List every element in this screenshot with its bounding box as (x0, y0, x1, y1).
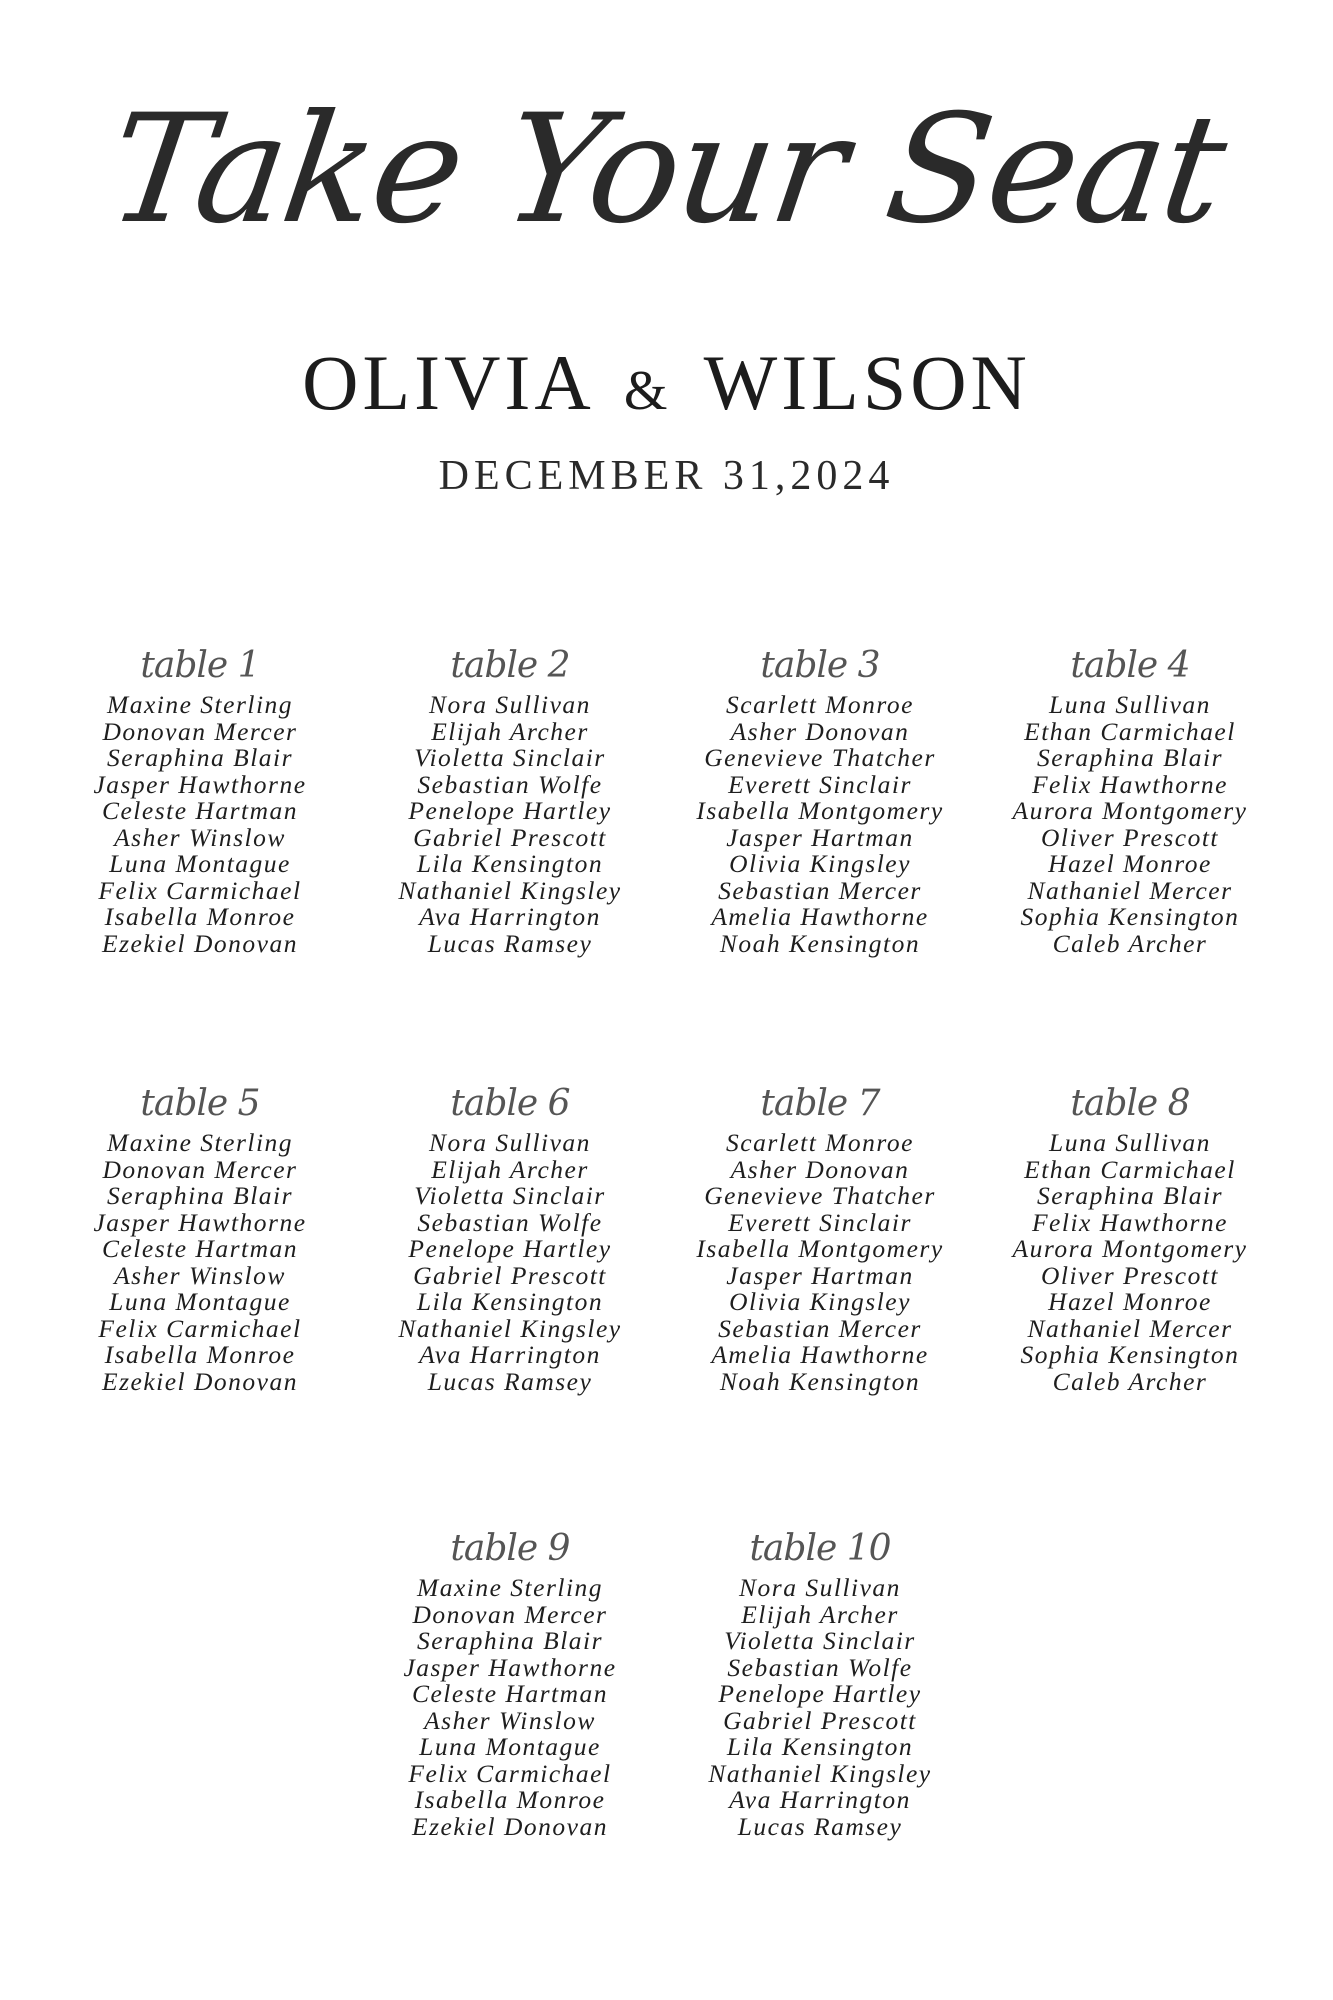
guest-name: Luna Montague (419, 1732, 601, 1761)
guest-name: Seraphina Blair (416, 1626, 604, 1655)
guest-name: Felix Carmichael (98, 1313, 302, 1343)
guest-name: Luna Montague (109, 849, 291, 878)
table-block (660, 640, 980, 957)
event-date: DECEMBER 31,2024 (438, 453, 895, 499)
guest-name: Gabriel Prescott (413, 1260, 607, 1290)
guest-name: Asher Winslow (114, 822, 286, 852)
guest-name: Nathaniel Kingsley (708, 1758, 932, 1788)
guest-name: Celeste Hartman (101, 796, 299, 825)
guest-name: Donovan Mercer (412, 1599, 608, 1629)
guest-name: Isabella Monroe (104, 902, 296, 931)
guest-name: Seraphina Blair (106, 1181, 294, 1210)
guest-name: Jasper Hartman (726, 822, 914, 852)
table-title: table 9 (450, 1528, 570, 1569)
guest-name: Ethan Carmichael (1024, 716, 1236, 746)
guest-name: Maxine Sterling (416, 1573, 604, 1602)
guest-name: Violetta Sinclair (414, 1181, 606, 1210)
guest-name: Jasper Hawthorne (93, 769, 307, 799)
guest-name: Nathaniel Kingsley (398, 875, 622, 905)
guest-name: Nora Sullivan (429, 1128, 591, 1157)
guest-name: Seraphina Blair (106, 743, 294, 772)
guest-name: Luna Montague (109, 1287, 291, 1316)
guest-name: Oliver Prescott (1040, 1260, 1220, 1290)
guest-name: Violetta Sinclair (724, 1626, 916, 1655)
guest-name: Lucas Ramsey (427, 928, 593, 958)
couple-names (0, 338, 1333, 428)
guest-name: Ezekiel Donovan (102, 1366, 298, 1396)
guest-name: Caleb Archer (1052, 1366, 1208, 1396)
table-block (660, 1078, 980, 1395)
guest-name: Elijah Archer (741, 1599, 899, 1629)
guest-name: Sebastian Mercer (718, 875, 922, 905)
ampersand: & (623, 360, 672, 422)
guest-name: Hazel Monroe (1048, 1287, 1212, 1316)
guest-name: Gabriel Prescott (723, 1705, 917, 1735)
guest-name: Seraphina Blair (1036, 743, 1224, 772)
guest-name: Isabella Montgomery (696, 796, 944, 825)
guest-name: Lucas Ramsey (737, 1811, 903, 1841)
guest-name: Sophia Kensington (1020, 902, 1240, 931)
guest-name: Sebastian Mercer (718, 1313, 922, 1343)
guest-name: Aurora Montgomery (1012, 796, 1248, 825)
guest-name: Nathaniel Mercer (1027, 1313, 1233, 1343)
table-title: table 2 (450, 645, 570, 686)
guest-name: Isabella Monroe (414, 1785, 606, 1814)
table-title: table 1 (140, 645, 260, 686)
guest-name: Donovan Mercer (102, 716, 298, 746)
guest-name: Felix Hawthorne (1031, 1207, 1228, 1237)
guest-name: Nathaniel Kingsley (398, 1313, 622, 1343)
first-name: OLIVIA (302, 339, 591, 426)
guest-name: Lucas Ramsey (427, 1366, 593, 1396)
guest-name: Jasper Hawthorne (93, 1207, 307, 1237)
guest-name: Donovan Mercer (102, 1154, 298, 1184)
headline: Take Your Seat (98, 83, 1235, 257)
table-title: table 5 (140, 1083, 260, 1124)
guest-name: Jasper Hawthorne (403, 1652, 617, 1682)
guest-name: Penelope Hartley (408, 796, 612, 825)
guest-name: Asher Donovan (730, 716, 910, 746)
table-title: table 8 (1070, 1083, 1190, 1124)
guest-name: Luna Sullivan (1049, 690, 1211, 719)
guest-name: Genevieve Thatcher (704, 743, 936, 772)
guest-name: Gabriel Prescott (413, 822, 607, 852)
guest-name: Hazel Monroe (1048, 849, 1212, 878)
guest-name: Everett Sinclair (728, 769, 912, 799)
guest-name: Scarlett Monroe (726, 1128, 914, 1157)
guest-name: Amelia Hawthorne (711, 902, 929, 931)
guest-name: Nathaniel Mercer (1027, 875, 1233, 905)
guest-name: Lila Kensington (416, 1287, 604, 1316)
guest-name: Asher Winslow (114, 1260, 286, 1290)
guest-name: Elijah Archer (431, 716, 589, 746)
guest-name: Sebastian Wolfe (417, 769, 603, 799)
guest-name: Nora Sullivan (429, 690, 591, 719)
guest-name: Violetta Sinclair (414, 743, 606, 772)
guest-name: Noah Kensington (719, 928, 921, 958)
guest-name: Luna Sullivan (1049, 1128, 1211, 1157)
guest-name: Everett Sinclair (728, 1207, 912, 1237)
guest-name: Ava Harrington (419, 902, 601, 931)
guest-name: Felix Hawthorne (1031, 769, 1228, 799)
guest-name: Oliver Prescott (1040, 822, 1220, 852)
guest-name: Felix Carmichael (408, 1758, 612, 1788)
table-block (970, 1078, 1290, 1395)
guest-name: Scarlett Monroe (726, 690, 914, 719)
guest-name: Ethan Carmichael (1024, 1154, 1236, 1184)
guest-name: Penelope Hartley (408, 1234, 612, 1263)
guest-name: Felix Carmichael (98, 875, 302, 905)
guest-name: Maxine Sterling (106, 690, 294, 719)
guest-name: Caleb Archer (1052, 928, 1208, 958)
guest-name: Jasper Hartman (726, 1260, 914, 1290)
guest-name: Olivia Kingsley (729, 849, 911, 878)
guest-name: Olivia Kingsley (729, 1287, 911, 1316)
guest-name: Noah Kensington (719, 1366, 921, 1396)
table-block (40, 640, 360, 957)
guest-name: Ava Harrington (419, 1340, 601, 1369)
table-title: table 7 (760, 1083, 880, 1124)
guest-name: Ezekiel Donovan (412, 1811, 608, 1841)
guest-name: Lila Kensington (416, 849, 604, 878)
table-block (350, 1078, 670, 1395)
guest-name: Isabella Monroe (104, 1340, 296, 1369)
guest-name: Asher Donovan (730, 1154, 910, 1184)
table-title: table 10 (749, 1528, 891, 1569)
guest-name: Celeste Hartman (101, 1234, 299, 1263)
table-block (350, 1523, 670, 1840)
table-title: table 6 (450, 1083, 570, 1124)
table-title: table 4 (1070, 645, 1190, 686)
table-block (970, 640, 1290, 957)
table-block (350, 640, 670, 957)
guest-name: Isabella Montgomery (696, 1234, 944, 1263)
table-block (660, 1523, 980, 1840)
guest-name: Elijah Archer (431, 1154, 589, 1184)
table-title: table 3 (760, 645, 880, 686)
guest-name: Ezekiel Donovan (102, 928, 298, 958)
guest-name: Nora Sullivan (739, 1573, 901, 1602)
second-name: WILSON (703, 339, 1031, 426)
guest-name: Asher Winslow (424, 1705, 596, 1735)
guest-name: Sebastian Wolfe (417, 1207, 603, 1237)
guest-name: Aurora Montgomery (1012, 1234, 1248, 1263)
guest-name: Ava Harrington (729, 1785, 911, 1814)
guest-name: Maxine Sterling (106, 1128, 294, 1157)
guest-name: Lila Kensington (726, 1732, 914, 1761)
guest-name: Seraphina Blair (1036, 1181, 1224, 1210)
guest-name: Genevieve Thatcher (704, 1181, 936, 1210)
table-block (40, 1078, 360, 1395)
guest-name: Sebastian Wolfe (727, 1652, 913, 1682)
guest-name: Penelope Hartley (718, 1679, 922, 1708)
guest-name: Sophia Kensington (1020, 1340, 1240, 1369)
guest-name: Celeste Hartman (411, 1679, 609, 1708)
guest-name: Amelia Hawthorne (711, 1340, 929, 1369)
